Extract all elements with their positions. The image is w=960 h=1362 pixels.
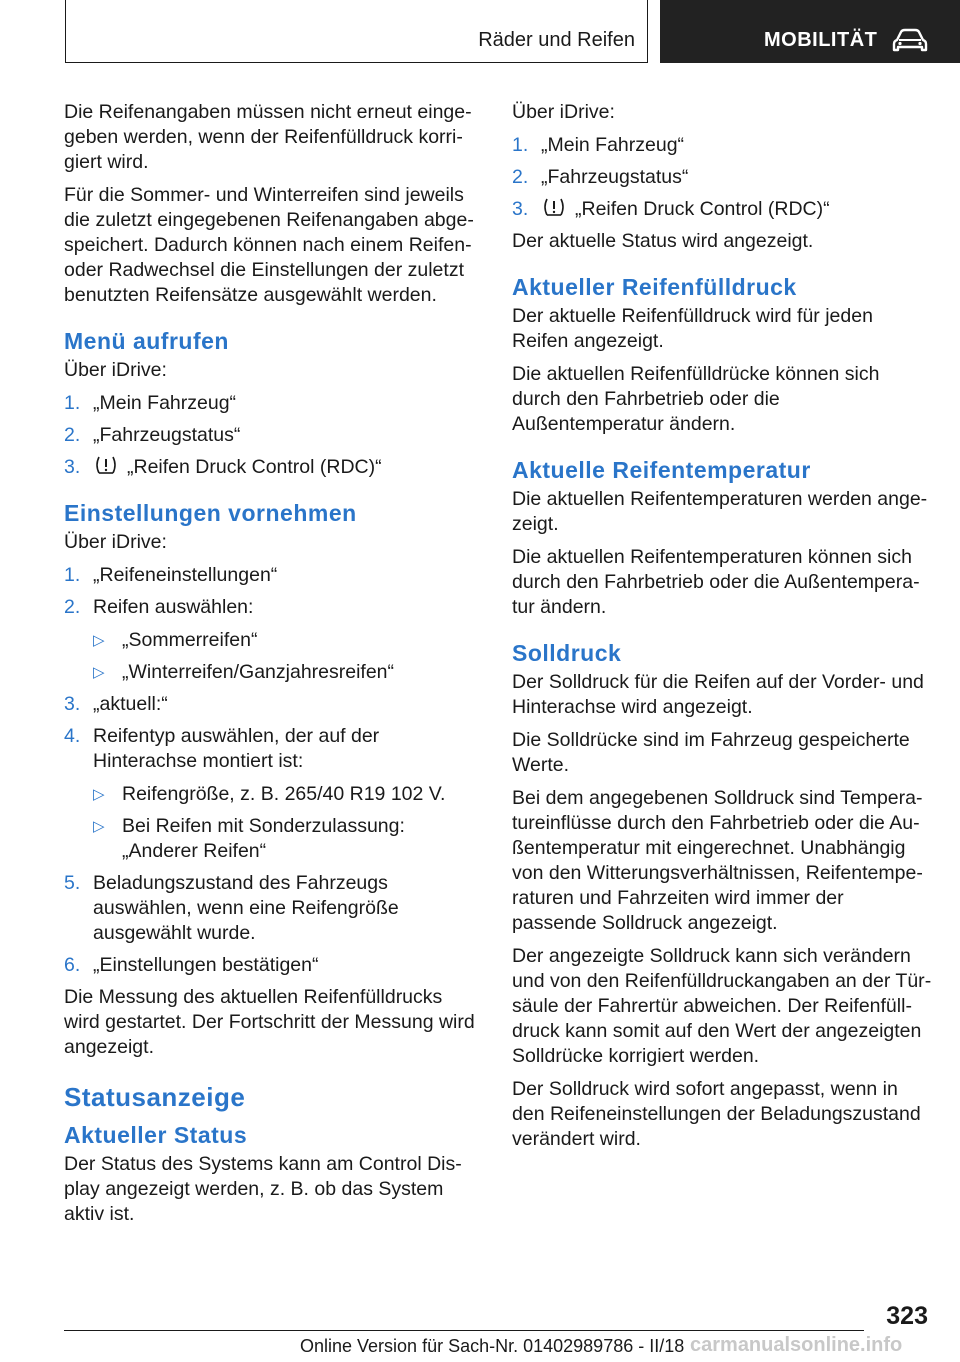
intro-paragraph: Für die Sommer- und Winterreifen sind jeweils die zuletzt eingegebenen Reifenangaben abgespeichert. Dadurch können nach einem Reifen- oder Radwechsel die Einstellungen der zuletzt benutzten Reifensätze ausgewählt werden. [64, 184, 474, 306]
temperature-paragraph: Die aktuellen Reifentemperaturen werden angezeigt. [512, 488, 928, 535]
chapter-tab [660, 0, 960, 63]
step-number: 4. [64, 725, 81, 747]
section-tab [65, 0, 648, 63]
left-column [64, 100, 482, 1235]
target-paragraph: Die Solldrücke sind im Fahrzeug gespeicherte Werte. [512, 729, 910, 776]
chapter-title: MOBILITÄT [764, 29, 878, 51]
triangle-bullet-icon: ▷ [93, 664, 105, 681]
step-number: 3. [64, 693, 81, 715]
page-number: 323 [886, 1302, 928, 1330]
step-item [64, 871, 482, 946]
step-item [64, 391, 482, 416]
via-idrive: Über iDrive: [512, 101, 615, 123]
tire-pressure-warning-icon [93, 455, 119, 475]
sub-list [93, 628, 482, 685]
heading-target-pressure: Solldruck [512, 640, 622, 666]
footer-divider [64, 1330, 864, 1331]
step-text: „Einstellungen bestätigen“ [93, 954, 319, 976]
step-item [64, 724, 482, 864]
watermark: carmanualsonline.info [690, 1334, 903, 1356]
heading-status-display: Statusanzeige [64, 1082, 246, 1112]
sub-text: „Winterreifen/Ganzjahresreifen“ [122, 661, 395, 683]
target-paragraph: Der Solldruck für die Reifen auf der Vorder- und Hinterachse wird angezeigt. [512, 671, 924, 718]
step-text: Beladungszustand des Fahrzeugs auswählen, wenn eine Reifengröße ausgewählt wurde. [93, 872, 399, 944]
step-text: „Fahrzeugstatus“ [541, 166, 689, 188]
status-steps [512, 133, 932, 222]
settings-steps [64, 563, 482, 978]
step-item [64, 455, 482, 480]
step-text: Reifen auswählen: [93, 596, 254, 618]
triangle-bullet-icon: ▷ [93, 818, 105, 835]
pressure-paragraph: Die aktuellen Reifenfülldrücke können sich durch den Fahrbetrieb oder die Außentemperatur ändern. [512, 363, 880, 435]
step-number: 5. [64, 872, 81, 894]
step-item [64, 953, 482, 978]
step-number: 2. [512, 166, 529, 188]
step-text: „Reifen Druck Control (RDC)“ [127, 456, 382, 478]
right-column [512, 100, 932, 1160]
step-item [64, 595, 482, 685]
target-paragraph: Bei dem angegebenen Solldruck sind Temperatureinflüsse durch den Fahrbetrieb oder die Außentemperatur mit eingerechnet. Unabhängig von den Witterungsverhältnissen, Reifentemperaturen und Fahrzeiten wird immer der passende Solldruck angezeigt. [512, 787, 923, 934]
sub-text: „Sommerreifen“ [122, 629, 258, 651]
heading-menu: Menü aufrufen [64, 328, 229, 354]
step-item [64, 563, 482, 588]
step-number: 2. [64, 596, 81, 618]
car-icon [892, 28, 928, 54]
target-paragraph: Der Solldruck wird sofort angepasst, wenn in den Reifeneinstellungen der Beladungszustand verändert wird. [512, 1078, 921, 1150]
step-text: „Reifen Druck Control (RDC)“ [575, 198, 830, 220]
sub-list [93, 782, 482, 864]
sub-text: Reifengröße, z. B. 265/40 R19 102 V. [122, 783, 446, 805]
sub-item [93, 782, 482, 807]
heading-current-status: Aktueller Status [64, 1122, 248, 1148]
triangle-bullet-icon: ▷ [93, 632, 105, 649]
sub-text: Bei Reifen mit Sonderzulassung: „Anderer Reifen“ [122, 815, 405, 862]
sub-item [93, 660, 482, 685]
via-idrive: Über iDrive: [64, 359, 167, 381]
step-text: „aktuell:“ [93, 693, 168, 715]
page-header [0, 0, 960, 66]
target-paragraph: Der angezeigte Solldruck kann sich verändern und von den Reifenfülldruckangaben an der Türsäule der Fahrertür abweichen. Der Reifenfülldruck kann somit auf den Wert der angezeigten Solldrücke korrigiert werden. [512, 945, 932, 1067]
status-shown-paragraph: Der aktuelle Status wird angezeigt. [512, 230, 814, 252]
triangle-bullet-icon: ▷ [93, 786, 105, 803]
step-number: 1. [64, 564, 81, 586]
menu-steps [64, 391, 482, 480]
step-item [512, 133, 932, 158]
measurement-paragraph: Die Messung des aktuellen Reifenfülldrucks wird gestartet. Der Fortschritt der Messung wird angezeigt. [64, 986, 475, 1058]
section-title: Räder und Reifen [478, 29, 635, 51]
step-number: 1. [64, 392, 81, 414]
footer-version: Online Version für Sach-Nr. 01402989786 - II/18 [300, 1336, 685, 1356]
heading-current-pressure: Aktueller Reifenfülldruck [512, 274, 797, 300]
tire-pressure-warning-icon [541, 197, 567, 217]
status-paragraph: Der Status des Systems kann am Control Display angezeigt werden, z. B. ob das System aktiv ist. [64, 1153, 462, 1225]
heading-settings: Einstellungen vornehmen [64, 500, 357, 526]
step-item [512, 165, 932, 190]
temperature-paragraph: Die aktuellen Reifentemperaturen können sich durch den Fahrbetrieb oder die Außentemperatur ändern. [512, 546, 920, 618]
step-item [64, 692, 482, 717]
step-text: „Mein Fahrzeug“ [541, 134, 685, 156]
step-text: Reifentyp auswählen, der auf der Hinterachse montiert ist: [93, 725, 380, 772]
step-number: 1. [512, 134, 529, 156]
heading-current-temperature: Aktuelle Reifentemperatur [512, 457, 811, 483]
sub-item [93, 628, 482, 653]
step-number: 3. [64, 456, 81, 478]
via-idrive: Über iDrive: [64, 531, 167, 553]
step-item [64, 423, 482, 448]
step-number: 2. [64, 424, 81, 446]
intro-paragraph: Die Reifenangaben müssen nicht erneut eingegeben werden, wenn der Reifenfülldruck korrigiert wird. [64, 101, 472, 173]
step-number: 6. [64, 954, 81, 976]
step-text: „Fahrzeugstatus“ [93, 424, 241, 446]
sub-item [93, 814, 482, 864]
step-text: „Reifeneinstellungen“ [93, 564, 278, 586]
step-number: 3. [512, 198, 529, 220]
step-item [512, 197, 932, 222]
step-text: „Mein Fahrzeug“ [93, 392, 237, 414]
pressure-paragraph: Der aktuelle Reifenfülldruck wird für jeden Reifen angezeigt. [512, 305, 873, 352]
